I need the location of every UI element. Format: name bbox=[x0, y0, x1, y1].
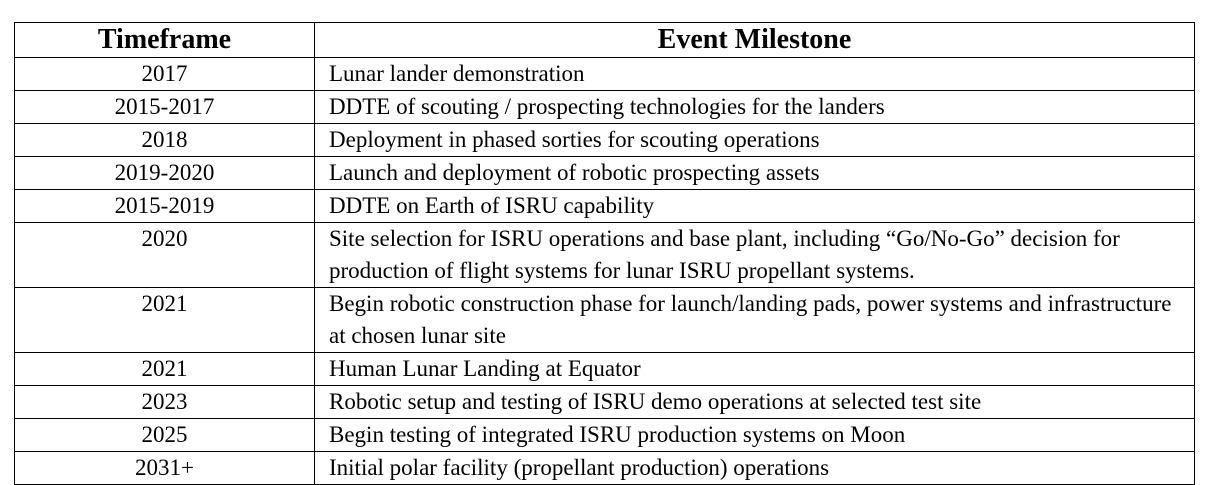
event-cell: Lunar lander demonstration bbox=[315, 58, 1195, 91]
table-header-row bbox=[15, 23, 1195, 58]
event-cell: DDTE of scouting / prospecting technologies for the landers bbox=[315, 91, 1195, 124]
event-cell: Begin testing of integrated ISRU production systems on Moon bbox=[315, 419, 1195, 452]
timeframe-cell: 2015-2017 bbox=[15, 91, 315, 124]
table-row bbox=[15, 223, 1195, 288]
event-cell: DDTE on Earth of ISRU capability bbox=[315, 190, 1195, 223]
timeframe-cell: 2021 bbox=[15, 288, 315, 353]
event-cell: Site selection for ISRU operations and base plant, including “Go/No-Go” decision for production of flight systems for lunar ISRU propellant systems. bbox=[315, 223, 1195, 288]
event-cell: Robotic setup and testing of ISRU demo operations at selected test site bbox=[315, 386, 1195, 419]
table-row bbox=[15, 288, 1195, 353]
milestone-table bbox=[14, 22, 1195, 485]
table-row bbox=[15, 124, 1195, 157]
timeframe-cell: 2019-2020 bbox=[15, 157, 315, 190]
event-cell: Begin robotic construction phase for launch/landing pads, power systems and infrastructure at chosen lunar site bbox=[315, 288, 1195, 353]
timeframe-cell: 2025 bbox=[15, 419, 315, 452]
event-cell: Human Lunar Landing at Equator bbox=[315, 353, 1195, 386]
timeframe-cell: 2023 bbox=[15, 386, 315, 419]
timeframe-cell: 2021 bbox=[15, 353, 315, 386]
table-row bbox=[15, 353, 1195, 386]
event-cell: Launch and deployment of robotic prospecting assets bbox=[315, 157, 1195, 190]
table-row bbox=[15, 58, 1195, 91]
timeframe-cell: 2017 bbox=[15, 58, 315, 91]
table-row bbox=[15, 190, 1195, 223]
table-row bbox=[15, 419, 1195, 452]
event-cell: Initial polar facility (propellant production) operations bbox=[315, 452, 1195, 485]
event-cell: Deployment in phased sorties for scouting operations bbox=[315, 124, 1195, 157]
timeframe-cell: 2031+ bbox=[15, 452, 315, 485]
table-row bbox=[15, 157, 1195, 190]
event-milestone-header: Event Milestone bbox=[315, 23, 1195, 58]
timeframe-header: Timeframe bbox=[15, 23, 315, 58]
timeframe-cell: 2018 bbox=[15, 124, 315, 157]
timeframe-cell: 2015-2019 bbox=[15, 190, 315, 223]
table-row bbox=[15, 91, 1195, 124]
table-row bbox=[15, 386, 1195, 419]
timeframe-cell: 2020 bbox=[15, 223, 315, 288]
